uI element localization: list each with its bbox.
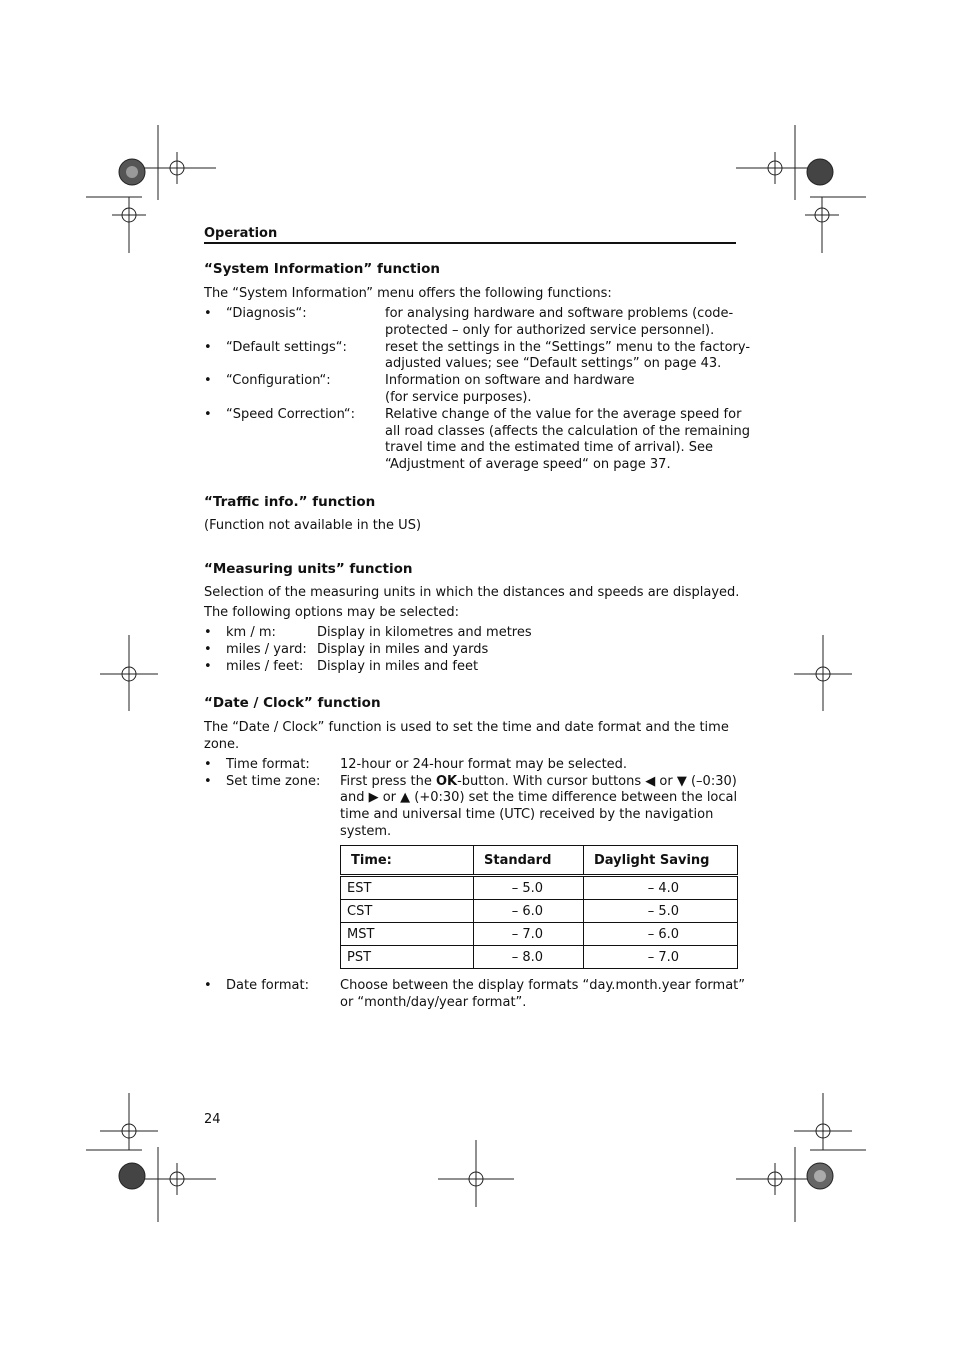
list-item-term: km / m:	[226, 625, 276, 640]
table-header-cell: Time:	[341, 846, 474, 876]
desc-text: First press the	[340, 774, 436, 789]
list-item-desc: Choose between the display formats “day.month.year format”	[340, 978, 746, 993]
list-item-desc: system.	[340, 824, 392, 839]
list-item-term: “Configuration“:	[226, 373, 331, 388]
table-cell: CST	[341, 900, 474, 923]
list-item-desc: (for service purposes).	[385, 390, 532, 405]
bullet: •	[204, 757, 212, 772]
traffic-info-heading: “Traffic info.” function	[204, 494, 376, 510]
table-cell: – 7.0	[584, 946, 738, 969]
date-clock-heading: “Date / Clock” function	[204, 695, 381, 711]
list-item-term: miles / feet:	[226, 659, 304, 674]
page-number: 24	[204, 1112, 221, 1127]
ok-button-label: OK	[435, 774, 458, 789]
table-cell: MST	[341, 923, 474, 946]
table-header-row	[341, 846, 738, 876]
list-item-desc: or “month/day/year format”.	[340, 995, 527, 1010]
list-item-term: “Diagnosis“:	[226, 306, 307, 321]
desc-text: -button. With cursor buttons ◀ or ▼ (–0:30)	[457, 774, 737, 789]
table-cell: PST	[341, 946, 474, 969]
list-item-desc: travel time and the estimated time of arrival). See	[385, 440, 714, 455]
table-header-cell: Standard	[474, 846, 584, 876]
time-zone-table	[340, 845, 738, 969]
table-cell: – 5.0	[584, 900, 738, 923]
list-item-desc: reset the settings in the “Settings” menu to the factory-	[385, 340, 751, 355]
table-row	[341, 876, 738, 900]
list-item-term: miles / yard:	[226, 642, 307, 657]
table-row	[341, 946, 738, 969]
table-cell: EST	[341, 876, 474, 900]
table-row	[341, 923, 738, 946]
bullet: •	[204, 978, 212, 993]
bullet: •	[204, 774, 212, 789]
bullet: •	[204, 659, 212, 674]
bullet: •	[204, 340, 212, 355]
list-item-term: Date format:	[226, 978, 309, 993]
list-item-term: “Default settings“:	[226, 340, 347, 355]
list-item-desc: adjusted values; see “Default settings” on page 43.	[385, 356, 722, 371]
list-item-desc: for analysing hardware and software problems (code-	[385, 306, 734, 321]
traffic-info-note: (Function not available in the US)	[204, 518, 422, 533]
bullet: •	[204, 642, 212, 657]
list-item-desc: Display in miles and yards	[317, 642, 489, 657]
measuring-units-heading: “Measuring units” function	[204, 561, 413, 577]
system-info-intro: The “System Information” menu offers the following functions:	[204, 286, 612, 301]
table-cell: – 4.0	[584, 876, 738, 900]
table-cell: – 5.0	[474, 876, 584, 900]
table-cell: – 6.0	[584, 923, 738, 946]
list-item-term: “Speed Correction“:	[226, 407, 356, 422]
list-item-desc: “Adjustment of average speed“ on page 37.	[385, 457, 671, 472]
list-item-term: Time format:	[226, 757, 310, 772]
table-cell: – 8.0	[474, 946, 584, 969]
measuring-units-options-intro: The following options may be selected:	[204, 605, 459, 620]
list-item-desc: and ▶ or ▲ (+0:30) set the time difference between the local	[340, 790, 738, 805]
running-header: Operation	[204, 226, 278, 241]
list-item-desc: Information on software and hardware	[385, 373, 635, 388]
table-cell: – 7.0	[474, 923, 584, 946]
table-header-cell: Daylight Saving	[584, 846, 738, 876]
table-row	[341, 900, 738, 923]
list-item-desc: Display in kilometres and metres	[317, 625, 532, 640]
list-item-desc: protected – only for authorized service personnel).	[385, 323, 715, 338]
list-item-desc: all road classes (affects the calculation of the remaining	[385, 424, 750, 439]
measuring-units-intro: Selection of the measuring units in which the distances and speeds are displayed.	[204, 585, 740, 600]
bullet: •	[204, 625, 212, 640]
list-item-desc	[340, 773, 737, 790]
bullet: •	[204, 306, 212, 321]
list-item-desc: time and universal time (UTC) received by the navigation	[340, 807, 714, 822]
bullet: •	[204, 373, 212, 388]
list-item-desc: Relative change of the value for the average speed for	[385, 407, 742, 422]
date-clock-intro: zone.	[204, 737, 240, 752]
date-clock-intro: The “Date / Clock” function is used to set the time and date format and the time	[204, 720, 729, 735]
system-info-heading: “System Information” function	[204, 261, 441, 277]
table-cell: – 6.0	[474, 900, 584, 923]
list-item-desc: Display in miles and feet	[317, 659, 479, 674]
list-item-desc: 12-hour or 24-hour format may be selected.	[340, 757, 628, 772]
header-rule	[204, 242, 736, 244]
bullet: •	[204, 407, 212, 422]
list-item-term: Set time zone:	[226, 774, 321, 789]
